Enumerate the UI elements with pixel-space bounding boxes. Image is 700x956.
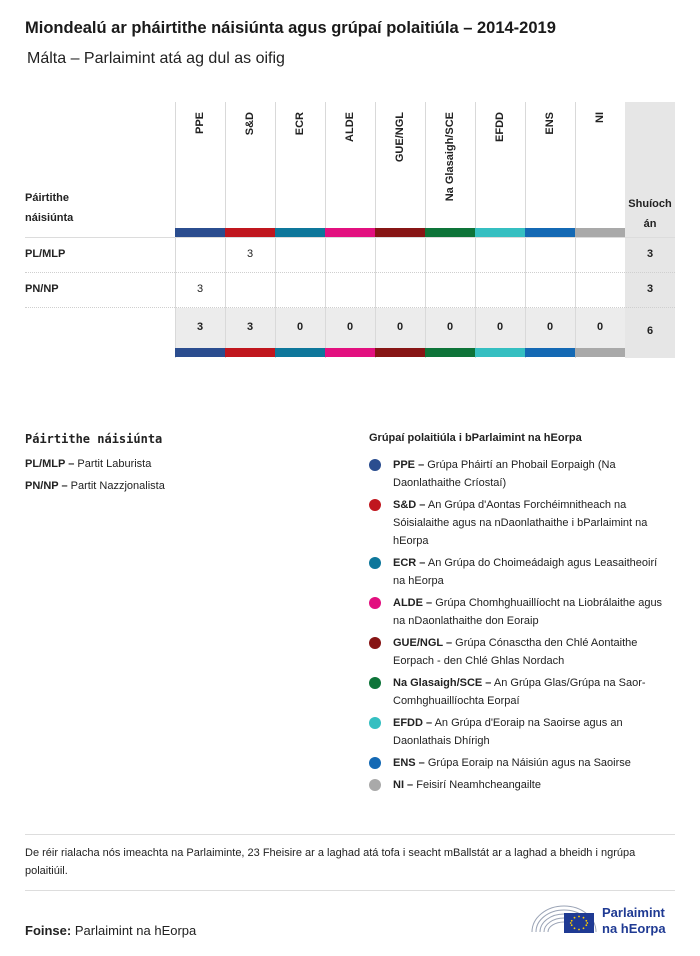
group-color-bar — [425, 228, 475, 237]
row-divider — [25, 307, 675, 308]
group-color-bar — [375, 228, 425, 237]
seats-column-header — [625, 194, 675, 234]
grand-total-seats: 6 — [646, 325, 654, 337]
group-header-efdd — [475, 102, 525, 228]
group-color-bar — [225, 228, 275, 237]
group-color-bar — [275, 228, 325, 237]
group-header-gue-ngl — [375, 102, 425, 228]
group-color-dot — [369, 677, 381, 689]
group-color-bar — [325, 348, 375, 357]
party-header-line: náisiúnta — [25, 212, 74, 224]
table-cell: 3 — [196, 283, 204, 295]
group-total: 3 — [196, 321, 204, 333]
group-color-bar — [575, 348, 625, 357]
table-row-party: PL/MLP — [25, 248, 66, 260]
group-total: 0 — [396, 321, 404, 333]
group-total: 0 — [446, 321, 454, 333]
source-value: Parlaimint na hEorpa — [74, 923, 197, 938]
party-legend-item — [25, 480, 165, 492]
group-color-bar — [375, 348, 425, 357]
group-header-label: S&D — [244, 112, 256, 136]
group-legend-abbr: Na Glasaigh/SCE – — [393, 677, 492, 689]
party-legend-abbr: PL/MLP – — [25, 458, 75, 470]
group-header-ni — [575, 102, 625, 228]
group-legend-title: Grúpaí polaitiúla i bParlaimint na hEorpa — [369, 432, 582, 444]
row-seats-total: 3 — [646, 248, 654, 260]
source-divider — [25, 890, 675, 891]
group-color-bar — [225, 348, 275, 357]
group-header-label: GUE/NGL — [394, 112, 406, 163]
group-header-ens — [525, 102, 575, 228]
party-column-header — [25, 188, 73, 228]
group-legend-abbr: ALDE – — [393, 597, 433, 609]
group-legend-name: Grúpa Eoraip na Náisiún agus na Saoirse — [427, 757, 631, 769]
group-color-bar — [525, 348, 575, 357]
group-color-bar — [175, 348, 225, 357]
party-header-line: Páirtithe — [25, 192, 70, 204]
row-seats-total: 3 — [646, 283, 654, 295]
group-header-label: ALDE — [344, 112, 356, 142]
group-header-label: NI — [594, 112, 606, 123]
table-cell: 3 — [246, 248, 254, 260]
party-legend-name: Partit Nazzjonalista — [70, 480, 165, 492]
group-color-bar — [175, 228, 225, 237]
group-legend-name: Grúpa Pháirtí an Phobail Eorpaigh (Na Daonlathaithe Críostaí) — [393, 459, 616, 489]
group-legend-abbr: PPE – — [393, 459, 425, 471]
parliament-hemicycle-icon — [530, 898, 600, 938]
group-total: 0 — [346, 321, 354, 333]
group-color-dot — [369, 557, 381, 569]
group-header-ecr — [275, 102, 325, 228]
party-legend-title: Páirtithe náisiúnta — [25, 432, 163, 446]
party-legend-abbr: PN/NP – — [25, 480, 68, 492]
group-legend-abbr: S&D – — [393, 499, 426, 511]
group-color-bar — [525, 228, 575, 237]
group-total: 0 — [546, 321, 554, 333]
logo-text-line: na hEorpa — [602, 921, 666, 936]
group-color-dot — [369, 499, 381, 511]
logo-text — [602, 905, 666, 937]
source-line — [25, 923, 196, 938]
group-total: 0 — [496, 321, 504, 333]
group-legend-abbr: NI – — [393, 779, 414, 791]
source-label: Foinse: — [25, 923, 72, 938]
group-header-label: ECR — [294, 112, 306, 136]
group-color-dot — [369, 717, 381, 729]
seats-header-line: án — [643, 218, 657, 230]
group-color-dot — [369, 597, 381, 609]
group-legend-name: Grúpa Chomhghuaillíocht na Liobrálaithe agus na nDaonlathaithe don Eoraip — [393, 597, 663, 627]
group-legend-abbr: ECR – — [393, 557, 426, 569]
group-legend-abbr: GUE/NGL – — [393, 637, 453, 649]
group-legend-name: Grúpa Cónasctha den Chlé Aontaithe Eorpach - den Chlé Ghlas Nordach — [393, 637, 638, 667]
logo-text-line: Parlaimint — [602, 905, 665, 920]
group-header-ppe — [175, 102, 225, 228]
group-legend-name: An Grúpa do Choimeádaigh agus Leasaitheoirí na hEorpa — [393, 557, 658, 587]
group-color-bar — [425, 348, 475, 357]
group-color-bar — [475, 228, 525, 237]
group-header-alde — [325, 102, 375, 228]
group-total: 0 — [296, 321, 304, 333]
group-color-dot — [369, 459, 381, 471]
group-header-sd — [225, 102, 275, 228]
european-parliament-logo — [530, 898, 680, 938]
footnote-divider — [25, 834, 675, 835]
group-legend-abbr: ENS – — [393, 757, 425, 769]
group-header-label: EFDD — [494, 112, 506, 142]
group-legend-name: An Grúpa d'Eoraip na Saoirse agus an Daonlathais Dhírigh — [393, 717, 623, 747]
group-legend-name: An Grúpa d'Aontas Forchéimnitheach na Sóisialaithe agus na nDaonlathaithe i bParlaimint na hEorpa — [393, 499, 648, 547]
page-title: Miondealú ar pháirtithe náisiúnta agus grúpaí polaitiúla – 2014-2019 — [25, 19, 556, 37]
page-subtitle: Málta – Parlaimint atá ag dul as oifig — [27, 50, 285, 67]
group-color-dot — [369, 637, 381, 649]
group-color-bar — [275, 348, 325, 357]
group-color-bar — [475, 348, 525, 357]
group-header-greens — [425, 102, 475, 228]
group-color-bar — [325, 228, 375, 237]
footnote: De réir rialacha nós imeachta na Parlaiminte, 23 Fheisire ar a laghad atá tofa i seacht mBallstát ar a laghad a bheidh i ngrúpa polaitiúil. — [25, 847, 636, 877]
group-header-label: PPE — [194, 112, 206, 135]
group-header-label: ENS — [544, 112, 556, 135]
group-color-dot — [369, 757, 381, 769]
seats-table — [25, 102, 675, 358]
group-color-dot — [369, 779, 381, 791]
group-header-label: Na Glasaigh/SCE — [444, 112, 456, 202]
group-legend-name: An Grúpa Glas/Grúpa na Saor-Comhghuaillíochta Eorpaí — [393, 677, 646, 707]
row-divider — [25, 272, 675, 273]
table-row-party: PN/NP — [25, 283, 59, 295]
party-legend-name: Partit Laburista — [77, 458, 152, 470]
group-total: 3 — [246, 321, 254, 333]
group-total: 0 — [596, 321, 604, 333]
group-legend-abbr: EFDD – — [393, 717, 433, 729]
seats-header-line: Shuíoch — [628, 198, 672, 210]
group-color-bar — [575, 228, 625, 237]
group-legend-name: Feisirí Neamhcheangailte — [416, 779, 541, 791]
row-divider — [25, 237, 675, 238]
party-legend-item — [25, 458, 151, 470]
